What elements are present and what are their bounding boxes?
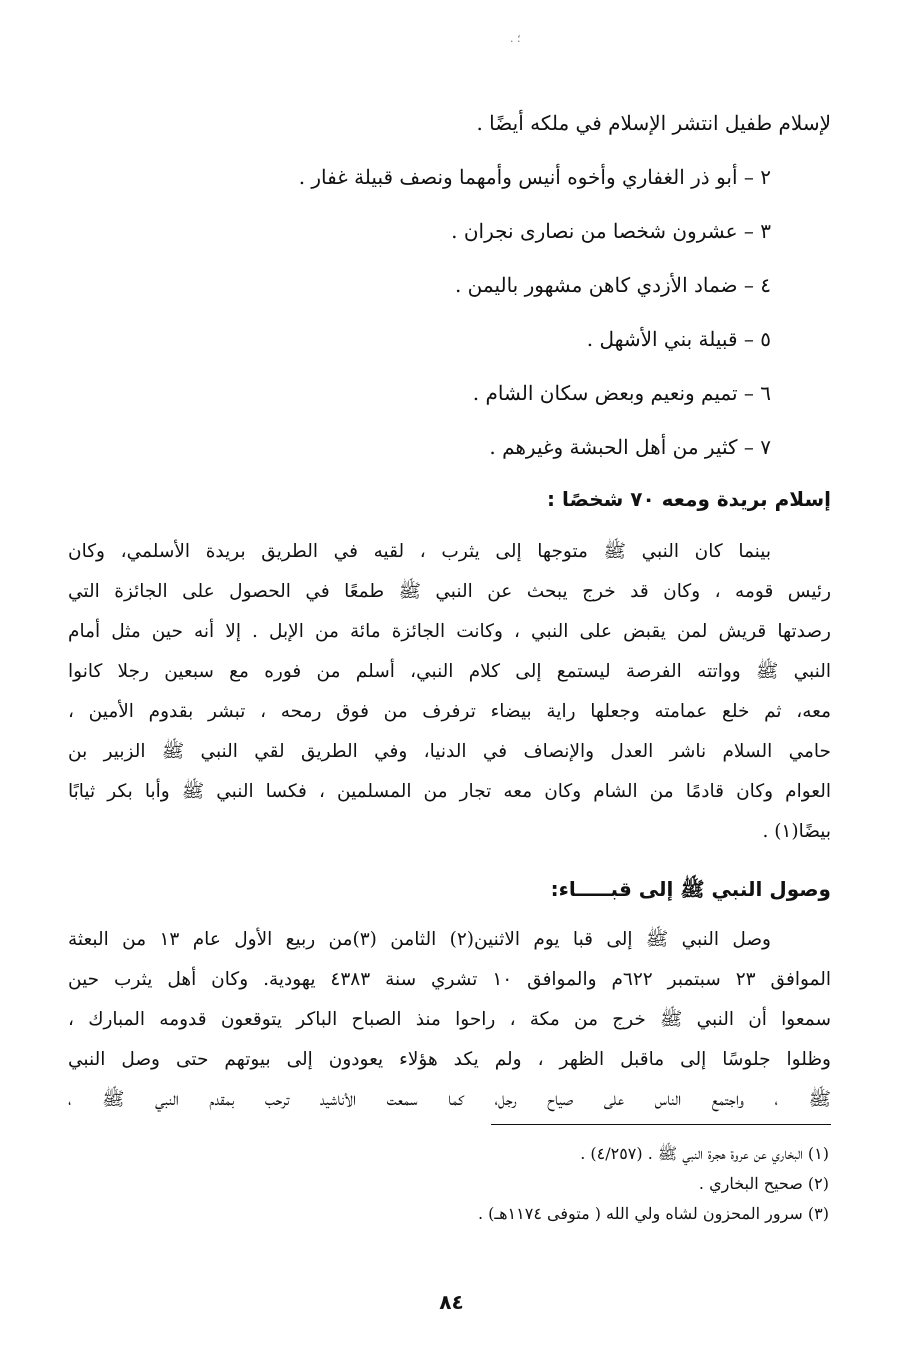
paragraph-line: بينما كان النبي ﷺ متوجها إلى يثرب ، لقيه في الطريق بريدة الأسلمي، وكان bbox=[68, 541, 771, 562]
paragraph-line: وصل النبي ﷺ إلى قبا يوم الاثنين(٢) الثامن (٣)من ربيع الأول عام ١٣ من البعثة bbox=[68, 929, 771, 950]
paragraph-line: حامي السلام ناشر العدل والإنصاف في الدنيا، وفي الطريق لقي النبي ﷺ الزبير بن bbox=[68, 741, 831, 762]
list-item: ٥ – قبيلة بني الأشهل . bbox=[586, 327, 771, 351]
list-item: ٦ – تميم ونعيم وبعض سكان الشام . bbox=[472, 381, 771, 405]
paragraph-buraida bbox=[68, 532, 831, 852]
paragraph-line: رصدتها قريش لمن يقبض على النبي ، وكانت الجائزة مائة من الإبل . إلا أنه حين مثل أمام bbox=[68, 621, 831, 642]
footnotes bbox=[68, 1139, 831, 1229]
paragraph-line: العوام وكان قادمًا من الشام وكان معه تجار من المسلمين ، فكسا النبي ﷺ وأبا بكر ثيابًا bbox=[68, 781, 831, 802]
list-item: ٤ – ضماد الأزدي كاهن مشهور باليمن . bbox=[454, 273, 771, 297]
list-item: ٧ – كثير من أهل الحبشة وغيرهم . bbox=[489, 435, 771, 459]
footnote-divider bbox=[491, 1124, 831, 1125]
list-item: لإسلام طفيل انتشر الإسلام في ملكه أيضًا . bbox=[476, 111, 831, 135]
page-number: ٨٤ bbox=[439, 1290, 464, 1314]
paragraph-line: سمعوا أن النبي ﷺ خرج من مكة ، راحوا منذ الصباح الباكر يتوقعون قدومه المبارك ، bbox=[68, 1009, 831, 1030]
paragraph-line: معه، ثم خلع عمامته وجعلها راية بيضاء ترفرف من فوق رمحه ، تبشر بقدوم الأمين ، bbox=[68, 701, 831, 722]
top-mark: ؛ . bbox=[510, 32, 521, 45]
paragraph-line: الموافق ٢٣ سبتمبر ٦٢٢م والموافق ١٠ تشري سنة ٤٣٨٣ يهودية. وكان أهل يثرب حين bbox=[68, 969, 832, 990]
paragraph-line: رئيس قومه ، وكان قد خرج يبحث عن النبي ﷺ طمعًا في الحصول على الجائزة التي bbox=[68, 581, 831, 602]
footnote: (٢) صحيح البخاري . bbox=[698, 1174, 829, 1193]
footnote: (٣) سرور المحزون لشاه ولي الله ( متوفى ١١٧٤هـ) . bbox=[477, 1204, 829, 1223]
section-heading-buraida: إسلام بريدة ومعه ٧٠ شخصًا : bbox=[547, 487, 831, 511]
paragraph-line: النبي ﷺ وواتته الفرصة ليستمع إلى كلام النبي، أسلم من فوره مع سبعين رجلا كانوا bbox=[68, 661, 831, 682]
list-item: ٢ – أبو ذر الغفاري وأخوه أنيس وأمهما ونصف قبيلة غفار . bbox=[298, 165, 771, 189]
conversion-list bbox=[68, 96, 831, 474]
paragraph-line: وظلوا جلوسًا إلى ماقبل الظهر ، ولم يكد هؤلاء يعودون إلى بيوتهم حتى وصل النبي bbox=[68, 1049, 831, 1070]
paragraph-quba bbox=[68, 920, 831, 1120]
section-heading-quba: وصول النبي ﷺ إلى قبـــــاء: bbox=[550, 877, 831, 901]
paragraph-line: بيضًا(١) . bbox=[762, 821, 831, 842]
list-item: ٣ – عشرون شخصا من نصارى نجران . bbox=[451, 219, 771, 243]
paragraph-line: ﷺ ، واجتمع الناس على صياح رجل، كما سمعت الأناشيد ترحب بمقدم النبي ﷺ ، bbox=[68, 1089, 831, 1110]
footnote: (١) البخاري عن عروة هجرة النبي ﷺ . (٤/٢٥٧) . bbox=[580, 1144, 829, 1163]
